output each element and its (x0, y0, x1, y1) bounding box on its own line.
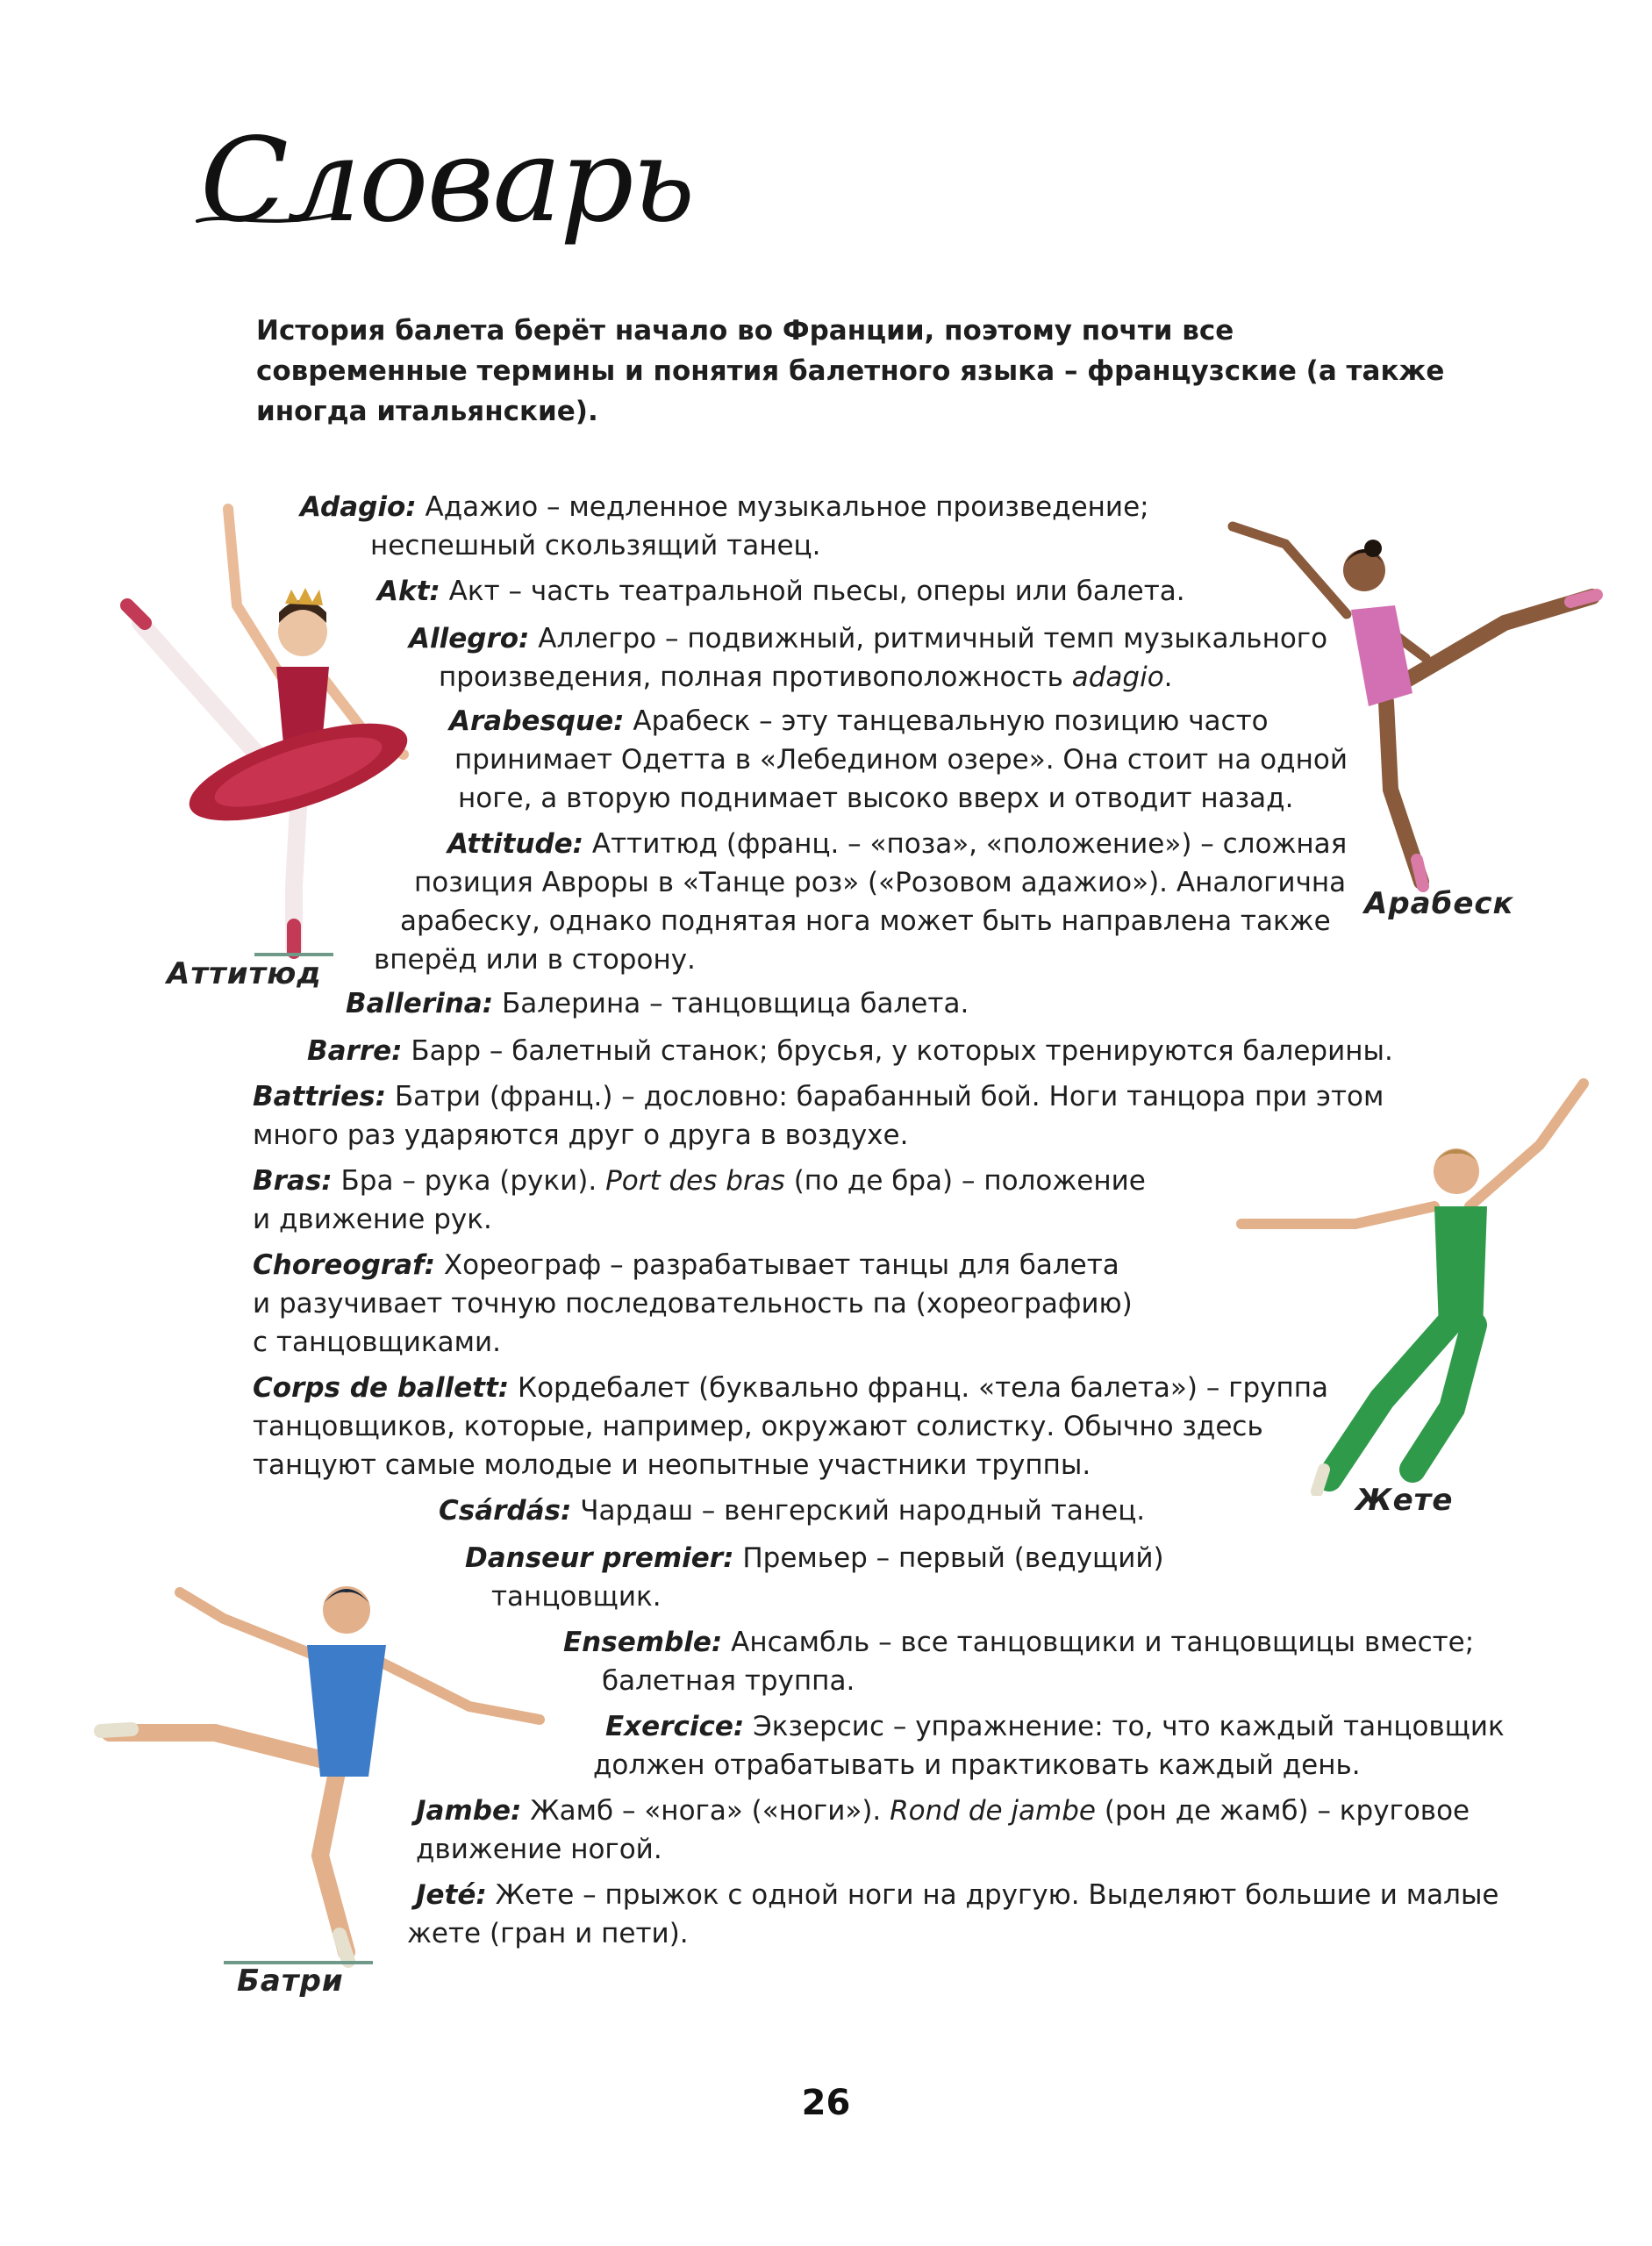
definition-adagio-line2: неспешный скользящий танец. (370, 530, 821, 562)
definition-ensemble-line1: Ансамбль – все танцовщики и танцовщицы вместе; (722, 1627, 1475, 1658)
entry-jambe (416, 1792, 1470, 1869)
intro-paragraph: История балета берёт начало во Франции, поэтому почти все современные термины и понятия балетного языка – французские (а также иногда итальянские). (256, 315, 1445, 427)
definition-choreograf-line1: Хореограф – разрабатывает танцы для балета (435, 1249, 1119, 1281)
title-swash-decoration (193, 204, 342, 239)
definition-corps-line2: танцовщиков, которые, например, окружают солистку. Обычно здесь (253, 1411, 1263, 1442)
definition-exercice-line1: Экзерсис – упражнение: то, что каждый танцовщик (744, 1711, 1505, 1742)
term-csardas: Csárdás: (439, 1495, 572, 1527)
definition-danseur-line1: Премьер – первый (ведущий) (733, 1542, 1164, 1574)
entry-choreograf (253, 1246, 1133, 1362)
definition-bras-line2: и движение рук. (253, 1204, 492, 1235)
definition-corps-line1: Кордебалет (буквально франц. «тела балета») – группа (509, 1372, 1329, 1404)
term-allegro: Allegro: (409, 623, 530, 654)
definition-allegro-line2: произведения, полная противоположность (439, 662, 1072, 693)
entry-csardas (439, 1491, 1145, 1530)
entry-attitude (374, 825, 1348, 979)
term-jete: Jeté: (416, 1879, 487, 1911)
definition-attitude-line2: позиция Авроры в «Танце роз» («Розовом адажио»). Аналогична (414, 867, 1347, 898)
page-number: 26 (801, 2083, 851, 2123)
definition-attitude-line3: арабеску, однако поднятая нога может быть направлена также (400, 905, 1331, 937)
definition-danseur-line2: танцовщик. (491, 1581, 662, 1613)
term-bras: Bras: (253, 1165, 333, 1197)
definition-attitude-line1: Аттитюд (франц. – «поза», «положение») – сложная (583, 828, 1348, 860)
entry-corps-de-ballett (253, 1369, 1328, 1484)
definition-allegro-line1: Аллегро – подвижный, ритмичный темп музыкального (529, 623, 1328, 654)
definition-bras-italic: Port des bras (605, 1165, 785, 1197)
definition-attitude-line4: вперёд или в сторону. (374, 944, 696, 976)
term-corps-de-ballett: Corps de ballett: (253, 1372, 510, 1404)
term-barre: Barre: (307, 1035, 403, 1067)
term-jambe: Jambe: (416, 1795, 522, 1827)
definition-bras-line1-end: (по де бра) – положение (784, 1165, 1146, 1197)
figure-caption-arabesque: Арабеск (1364, 886, 1514, 921)
definition-jambe-line1: Жамб – «нога» («ноги»). (521, 1795, 890, 1827)
entry-arabesque (449, 702, 1348, 818)
definition-bras-line1: Бра – рука (руки). (332, 1165, 606, 1197)
term-attitude: Attitude: (447, 828, 584, 860)
entry-barre (307, 1032, 1393, 1070)
entry-danseur-premier (465, 1539, 1164, 1616)
term-battries: Battries: (253, 1081, 386, 1112)
entry-battries (253, 1077, 1384, 1155)
entry-adagio (300, 488, 1149, 565)
term-choreograf: Choreograf: (253, 1249, 436, 1281)
term-akt: Akt: (377, 576, 440, 607)
definition-choreograf-line2: и разучивает точную последовательность па (хореографию) (253, 1288, 1133, 1320)
entry-allegro (409, 619, 1327, 697)
term-ballerina: Ballerina: (346, 988, 494, 1019)
definition-battries-line2: много раз ударяются друг о друга в воздухе. (253, 1119, 909, 1151)
term-exercice: Exercice: (605, 1711, 745, 1742)
definition-ballerina-line1: Балерина – танцовщица балета. (493, 988, 969, 1019)
term-arabesque: Arabesque: (449, 705, 625, 737)
definition-arabesque-line3: ноге, а вторую поднимает высоко вверх и отводит назад. (458, 783, 1294, 814)
definition-akt-line1: Акт – часть театральной пьесы, оперы или балета. (440, 576, 1185, 607)
definition-exercice-line2: должен отрабатывать и практиковать каждый день. (593, 1749, 1361, 1781)
definition-allegro-line2-end: . (1163, 662, 1173, 693)
term-ensemble: Ensemble: (563, 1627, 723, 1658)
definition-corps-line3: танцуют самые молодые и неопытные участники труппы. (253, 1449, 1091, 1481)
entry-bras (253, 1162, 1146, 1239)
figure-caption-battries: Батри (237, 1963, 344, 1999)
definition-jambe-line2: движение ногой. (416, 1834, 662, 1865)
figure-caption-attitude: Аттитюд (167, 956, 322, 991)
definition-jambe-italic: Rond de jambe (890, 1795, 1096, 1827)
definition-adagio-line1: Адажио – медленное музыкальное произведение; (416, 491, 1149, 523)
definition-arabesque-line1: Арабеск – эту танцевальную позицию часто (624, 705, 1269, 737)
definition-jambe-line1-end: (рон де жамб) – круговое (1096, 1795, 1470, 1827)
entry-akt (377, 572, 1185, 611)
definition-arabesque-line2: принимает Одетта в «Лебедином озере». Она стоит на одной (454, 744, 1348, 776)
figure-caption-jete: Жете (1355, 1483, 1454, 1518)
term-adagio: Adagio: (300, 491, 417, 523)
page-title: Словарь (200, 113, 694, 248)
definition-barre-line1: Барр – балетный станок; брусья, у которых тренируются балерины. (402, 1035, 1393, 1067)
definition-csardas-line1: Чардаш – венгерский народный танец. (571, 1495, 1146, 1527)
entry-jete (407, 1876, 1499, 1953)
definition-ensemble-line2: балетная труппа. (602, 1665, 855, 1697)
definition-jete-line2: жете (гран и пети). (407, 1918, 689, 1949)
definition-allegro-italic: adagio (1071, 662, 1164, 693)
definition-battries-line1: Батри (франц.) – дословно: барабанный бой. Ноги танцора при этом (385, 1081, 1384, 1112)
definition-choreograf-line3: с танцовщиками. (253, 1327, 502, 1358)
definition-jete-line1: Жете – прыжок с одной ноги на другую. Выделяют большие и малые (486, 1879, 1499, 1911)
entry-ballerina (346, 984, 969, 1023)
term-danseur-premier: Danseur premier: (465, 1542, 734, 1574)
entry-exercice (593, 1707, 1505, 1785)
entry-ensemble (563, 1623, 1474, 1700)
